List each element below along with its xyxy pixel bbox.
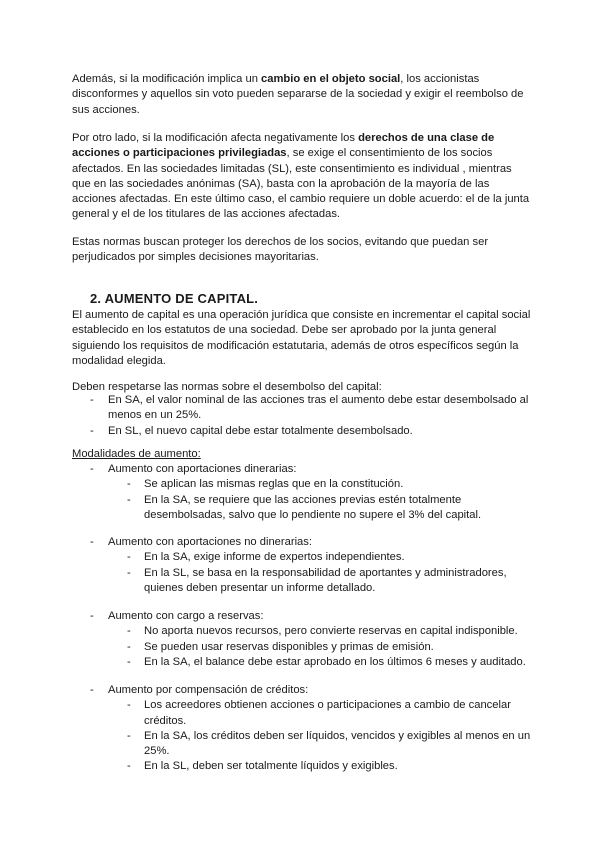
modalidad-title: - Aumento con aportaciones dinerarias:: [72, 462, 532, 477]
paragraph-proteccion-socios: Estas normas buscan proteger los derechos de los socios, evitando que puedan ser perjudicados por simples decisiones mayoritarias.: [72, 236, 489, 264]
modalidad-title: - Aumento con cargo a reservas:: [72, 609, 532, 624]
paragraph-definicion: El aumento de capital es una operación jurídica que consiste en incrementar el capital social establecido en los estatutos de una sociedad. Debe ser aprobado por la junta general siguiendo los requisitos de modificación estatutaria, además de otros específicos según la modalidad elegida.: [72, 309, 531, 367]
paragraph-objeto-social: [72, 72, 532, 118]
list-item: - En SL, el nuevo capital debe estar totalmente desembolsado.: [72, 424, 532, 439]
modalidad-title: - Aumento con aportaciones no dinerarias:: [72, 535, 532, 550]
list-item: - En la SA, se requiere que las acciones previas estén totalmente desembolsadas, salvo que lo pendiente no supere el 3% del capital.: [72, 493, 532, 524]
modalidad-compensacion: [72, 683, 532, 775]
bold-text: derechos de una clase de acciones o participaciones privilegiadas: [72, 132, 495, 160]
list-item: - Se pueden usar reservas disponibles y primas de emisión.: [72, 640, 532, 655]
text: , los accionistas disconformes y aquellos sin voto pueden separarse de la sociedad y exigir el reembolso de sus acciones.: [72, 73, 524, 116]
desembolso-list: [72, 393, 532, 439]
modalidad-dinerarias: [72, 462, 532, 523]
bold-text: cambio en el objeto social: [261, 73, 401, 85]
paragraph-desembolso: Deben respetarse las normas sobre el desembolso del capital:: [72, 381, 382, 393]
modalidad-no-dinerarias: [72, 535, 532, 596]
list-item: - En la SA, exige informe de expertos independientes.: [72, 550, 532, 565]
list-item: - En la SL, se basa en la responsabilidad de aportantes y administradores, quienes deben presentar un informe detallado.: [72, 566, 532, 597]
list-item: - En la SA, el balance debe estar aprobado en los últimos 6 meses y auditado.: [72, 655, 532, 670]
list-item: - En la SL, deben ser totalmente líquidos y exigibles.: [72, 759, 532, 774]
list-item: - En la SA, los créditos deben ser líquidos, vencidos y exigibles al menos en un 25%.: [72, 729, 532, 760]
list-item: - Se aplican las mismas reglas que en la constitución.: [72, 477, 532, 492]
text: , se exige el consentimiento de los socios afectados. En las sociedades limitadas (SL), este consentimiento es individual , mientras que en las sociedades anónimas (SA), basta con la aprobación de la mayoría de las acciones afectadas. En este último caso, el cambio requiere un doble acuerdo: el de la junta general y el de los titulares de las acciones afectadas.: [72, 147, 530, 221]
list-item: - En SA, el valor nominal de las acciones tras el aumento debe estar desembolsado al menos en un 25%.: [72, 393, 532, 424]
modalidad-title: - Aumento por compensación de créditos:: [72, 683, 532, 698]
modalidades-heading: Modalidades de aumento:: [72, 448, 201, 460]
list-item: - No aporta nuevos recursos, pero convierte reservas en capital indisponible.: [72, 624, 532, 639]
section-heading: 2. AUMENTO DE CAPITAL.: [90, 291, 259, 306]
text: Por otro lado, si la modificación afecta negativamente los: [72, 132, 359, 144]
paragraph-derechos-clase: [72, 131, 532, 223]
list-item: - Los acreedores obtienen acciones o participaciones a cambio de cancelar créditos.: [72, 698, 532, 729]
text: Además, si la modificación implica un: [72, 73, 262, 85]
modalidad-reservas: [72, 609, 532, 670]
